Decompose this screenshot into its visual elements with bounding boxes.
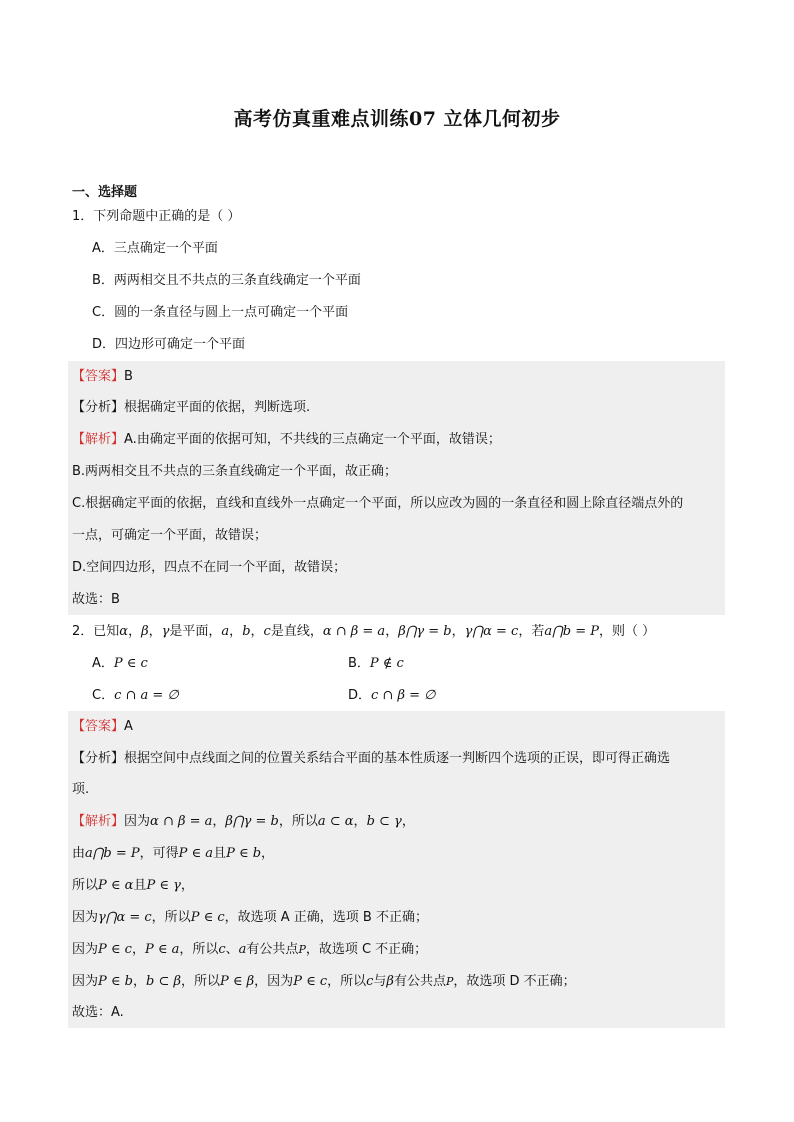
q2-answer [72, 719, 133, 735]
q2-analysis-cont: 项. [72, 782, 90, 797]
q1-answer [72, 369, 133, 385]
math: P ∈ b [98, 974, 133, 989]
option-label: D． [348, 688, 372, 703]
analysis-tag: 【分析】 [72, 751, 125, 766]
math: P ∈ c [98, 942, 132, 957]
text: ， [132, 974, 146, 989]
text: ，可得 [139, 846, 179, 861]
q1-option-c: C．圆的一条直径与圆上一点可确定一个平面 [92, 305, 349, 320]
solution-tag: 【解析】 [72, 814, 125, 829]
q2-solution-line [72, 910, 428, 926]
analysis-text: 根据确定平面的依据，判断选项. [124, 400, 311, 415]
option-expr: c ∩ a = ∅ [114, 688, 179, 703]
q1-option-b: B．两两相交且不共点的三条直线确定一个平面 [92, 273, 361, 288]
text: 且 [213, 846, 227, 861]
text: ，若 [518, 624, 545, 639]
text: ， [180, 878, 194, 893]
math: P ∈ γ [146, 878, 181, 893]
q2-analysis [72, 751, 670, 767]
text: ，所以 [327, 974, 367, 989]
q2-stem [72, 624, 655, 640]
solution-text: A.由确定平面的依据可知，不共线的三点确定一个平面，故错误； [124, 432, 501, 447]
text: 是平面， [169, 624, 222, 639]
q2-option-d [348, 688, 435, 704]
text: 、 [225, 942, 239, 957]
q1-solution-line: 故选：B [72, 592, 120, 607]
math: c [263, 624, 271, 639]
math: α ∩ β = a [150, 814, 213, 829]
text: ， [250, 624, 264, 639]
q2-solution-line [72, 974, 576, 990]
text: ，因为 [254, 974, 294, 989]
answer-tag: 【答案】 [72, 719, 125, 734]
text: ，所以 [278, 814, 318, 829]
q1-option-d: D．四边形可确定一个平面 [92, 337, 246, 352]
math: b [242, 624, 251, 639]
q2-solution-line: 故选：A. [72, 1005, 124, 1020]
text: 有公共点 [246, 942, 299, 957]
option-label: B． [348, 656, 370, 671]
option-expr: c ∩ β = ∅ [371, 688, 436, 703]
text: 与 [373, 974, 387, 989]
math: P ∈ b [226, 846, 262, 861]
math: P ∈ c [190, 910, 225, 925]
q2-solution-line [72, 942, 427, 958]
math: P ∈ α [98, 878, 134, 893]
math: c [218, 942, 226, 957]
math: α ∩ β = a [322, 624, 386, 639]
math: a⋂b = P [544, 624, 599, 639]
text: 因为 [72, 910, 99, 925]
answer-value: A [124, 719, 133, 734]
text: ，故选项 C 不正确； [305, 942, 428, 957]
answer-value: B [124, 369, 133, 384]
math: β [141, 624, 149, 639]
math: β⋂γ = b [225, 814, 279, 829]
text: 2．已知 [72, 624, 120, 639]
q2-option-c [92, 688, 179, 704]
math: b ⊂ β [146, 974, 181, 989]
text: 是直线， [270, 624, 323, 639]
text: ， [353, 814, 367, 829]
text: ， [385, 624, 399, 639]
q1-option-a: A．三点确定一个平面 [92, 241, 218, 256]
math: γ [161, 624, 170, 639]
math: a [238, 942, 247, 957]
math: b ⊂ γ [366, 814, 402, 829]
q1-stem: 1．下列命题中正确的是（ ） [72, 209, 241, 224]
option-expr: P ∈ c [113, 656, 148, 671]
text: 因为 [72, 942, 99, 957]
text: 因为 [124, 814, 151, 829]
math: P ∈ a [144, 942, 180, 957]
page-title: 高考仿真重难点训练07 立体几何初步 [233, 108, 561, 130]
math: α [119, 624, 129, 639]
text: ，所以 [179, 942, 219, 957]
section-heading: 一、选择题 [72, 185, 138, 200]
math: a ⊂ α [317, 814, 354, 829]
text: ，所以 [151, 910, 191, 925]
math: γ⋂α = c [464, 624, 519, 639]
solution-tag: 【解析】 [72, 432, 125, 447]
answer-tag: 【答案】 [72, 369, 125, 384]
q2-option-b [348, 656, 404, 672]
text: ， [131, 942, 145, 957]
q1-solution-line: 一点，可确定一个平面，故错误； [72, 528, 268, 543]
analysis-text: 根据空间中点线面之间的位置关系结合平面的基本性质逐一判断四个选项的正误，即可得正确选 [124, 751, 671, 766]
q2-solution-line [72, 814, 415, 830]
math: c [366, 974, 374, 989]
option-expr: P ∉ c [369, 656, 404, 671]
text: ， [148, 624, 162, 639]
math: P ∈ a [178, 846, 214, 861]
q1-solution-line: C.根据确定平面的依据，直线和直线外一点确定一个平面，所以应改为圆的一条直径和圆上除直径端点外的 [72, 496, 684, 511]
math: a⋂b = P [85, 846, 140, 861]
text: ，所以 [181, 974, 221, 989]
text: ，则（ ） [598, 624, 656, 639]
q2-solution-line [72, 878, 194, 894]
math: P [298, 943, 306, 956]
text: 有公共点 [393, 974, 446, 989]
text: 所以 [72, 878, 99, 893]
q2-solution-line [72, 846, 274, 862]
text: 由 [72, 846, 86, 861]
text: ， [401, 814, 415, 829]
text: ，故选项 D 不正确； [453, 974, 576, 989]
q1-solution-line: D.空间四边形，四点不在同一个平面，故错误； [72, 560, 347, 575]
math: β⋂γ = b [398, 624, 452, 639]
math: γ⋂α = c [98, 910, 152, 925]
math: β [386, 974, 394, 989]
text: 因为 [72, 974, 99, 989]
q1-solution-line: B.两两相交且不共点的三条直线确定一个平面，故正确； [72, 464, 398, 479]
math: a [221, 624, 230, 639]
q1-analysis [72, 400, 310, 416]
text: ， [128, 624, 142, 639]
option-label: A． [92, 656, 114, 671]
text: ， [212, 814, 226, 829]
math: P ∈ β [220, 974, 255, 989]
text: 且 [133, 878, 147, 893]
q2-option-a [92, 656, 148, 672]
math: P [445, 975, 454, 988]
math: P ∈ c [293, 974, 328, 989]
text: ， [229, 624, 243, 639]
text: ，故选项 A 正确，选项 B 不正确； [224, 910, 428, 925]
q1-solution-line [72, 432, 501, 448]
text: ， [261, 846, 275, 861]
option-label: C． [92, 688, 115, 703]
text: ， [451, 624, 465, 639]
analysis-tag: 【分析】 [72, 400, 125, 415]
